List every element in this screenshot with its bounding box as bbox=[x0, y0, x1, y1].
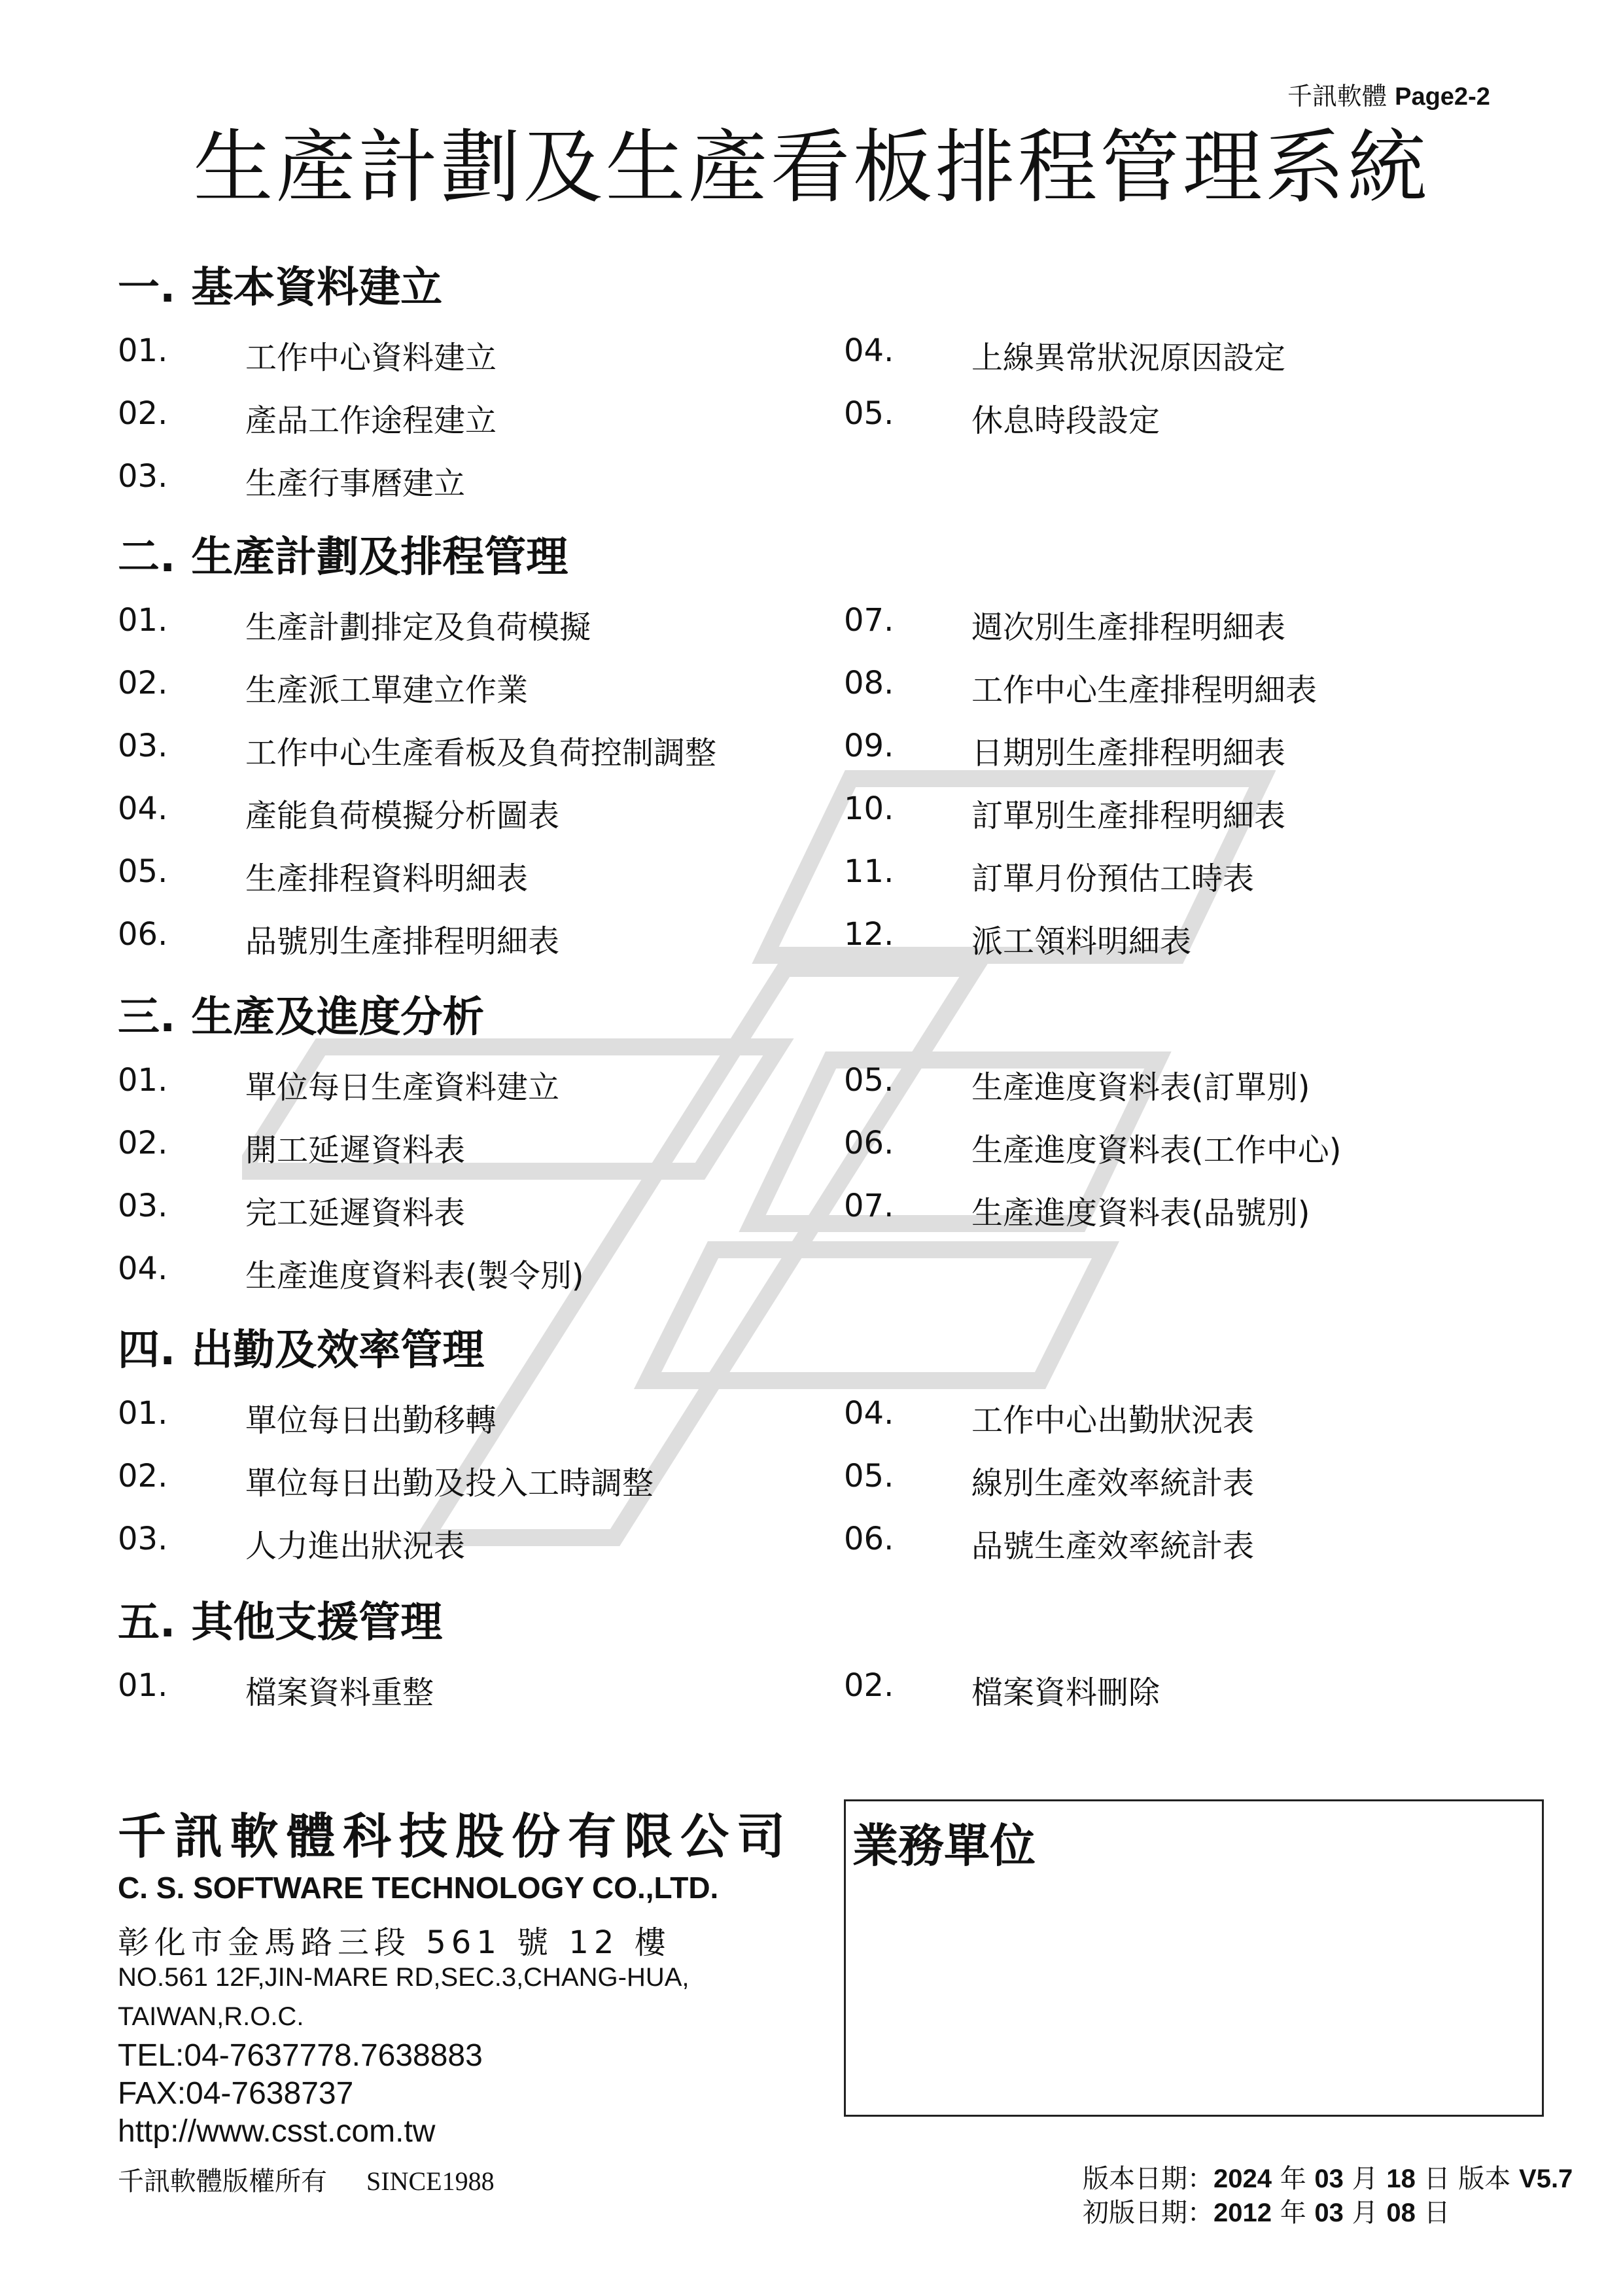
section-heading bbox=[118, 523, 568, 584]
item-label: 工作中心資料建立 bbox=[245, 340, 497, 376]
item-number: 02. bbox=[118, 1458, 168, 1494]
item-label: 工作中心出勤狀況表 bbox=[971, 1402, 1255, 1439]
section-title: 出勤及效率管理 bbox=[191, 1326, 485, 1375]
item-label: 生產進度資料表(工作中心) bbox=[971, 1132, 1342, 1169]
version-date-label: 版本日期： bbox=[1083, 2164, 1213, 2194]
first-day: 08 bbox=[1386, 2199, 1416, 2227]
version-month-char: 月 bbox=[1352, 2164, 1378, 2194]
company-address-en-line2: TAIWAN,R.O.C. bbox=[118, 2002, 304, 2031]
item-label: 產能負荷模擬分析圖表 bbox=[245, 798, 560, 834]
item-label: 生產進度資料表(品號別) bbox=[971, 1195, 1310, 1231]
item-number: 06. bbox=[844, 1125, 894, 1161]
first-year-char: 年 bbox=[1280, 2198, 1306, 2228]
first-year: 2012 bbox=[1213, 2199, 1272, 2227]
item-label: 檔案資料重整 bbox=[245, 1674, 434, 1711]
item-label: 單位每日生產資料建立 bbox=[245, 1069, 560, 1106]
item-label: 單位每日出勤及投入工時調整 bbox=[245, 1465, 654, 1502]
item-number: 06. bbox=[844, 1521, 894, 1557]
item-number: 02. bbox=[118, 665, 168, 701]
item-number: 11. bbox=[844, 853, 894, 890]
item-number: 03. bbox=[118, 728, 168, 764]
item-number: 04. bbox=[844, 1395, 894, 1432]
item-label: 單位每日出勤移轉 bbox=[245, 1402, 497, 1439]
copyright-line bbox=[118, 2161, 495, 2198]
item-number: 05. bbox=[844, 395, 894, 432]
item-number: 08. bbox=[844, 665, 894, 701]
item-label: 人力進出狀況表 bbox=[245, 1528, 466, 1564]
item-label: 訂單別生產排程明細表 bbox=[971, 798, 1286, 834]
item-label: 上線異常狀況原因設定 bbox=[971, 340, 1286, 376]
item-number: 06. bbox=[118, 916, 168, 953]
section-title: 其他支援管理 bbox=[191, 1598, 443, 1647]
company-name-cn: 千訊軟體科技股份有限公司 bbox=[118, 1809, 793, 1865]
item-number: 04. bbox=[844, 332, 894, 369]
version-day: 18 bbox=[1386, 2164, 1416, 2193]
item-label: 生產排程資料明細表 bbox=[245, 860, 529, 897]
item-number: 02. bbox=[118, 1125, 168, 1161]
since-text: SINCE1988 bbox=[366, 2166, 495, 2196]
section-title: 生產計劃及排程管理 bbox=[191, 533, 568, 582]
item-label: 休息時段設定 bbox=[971, 402, 1161, 439]
item-number: 05. bbox=[844, 1062, 894, 1099]
item-label: 週次別生產排程明細表 bbox=[971, 609, 1286, 646]
section-heading bbox=[118, 1316, 484, 1377]
version-year: 2024 bbox=[1213, 2164, 1272, 2193]
item-number: 04. bbox=[118, 790, 168, 827]
item-label: 生產進度資料表(製令別) bbox=[245, 1258, 584, 1294]
version-year-char: 年 bbox=[1280, 2164, 1306, 2194]
item-number: 03. bbox=[118, 458, 168, 495]
section-number: 四. bbox=[118, 1326, 176, 1375]
item-label: 日期別生產排程明細表 bbox=[971, 735, 1286, 771]
item-label: 生產進度資料表(訂單別) bbox=[971, 1069, 1310, 1106]
item-label: 開工延遲資料表 bbox=[245, 1132, 466, 1169]
section-title: 生產及進度分析 bbox=[191, 993, 485, 1042]
item-number: 10. bbox=[844, 790, 894, 827]
item-label: 完工延遲資料表 bbox=[245, 1195, 466, 1231]
item-number: 03. bbox=[118, 1521, 168, 1557]
version-number: V5.7 bbox=[1519, 2164, 1573, 2193]
item-number: 01. bbox=[118, 332, 168, 369]
item-number: 01. bbox=[118, 1062, 168, 1099]
item-label: 訂單月份預估工時表 bbox=[971, 860, 1255, 897]
item-number: 12. bbox=[844, 916, 894, 953]
item-number: 01. bbox=[118, 1395, 168, 1432]
first-month-char: 月 bbox=[1352, 2198, 1378, 2228]
item-label: 生產行事曆建立 bbox=[245, 465, 466, 502]
section-number: 一. bbox=[118, 264, 176, 312]
item-number: 01. bbox=[118, 1667, 168, 1704]
company-name-en: C. S. SOFTWARE TECHNOLOGY CO.,LTD. bbox=[118, 1871, 719, 1905]
item-label: 工作中心生產看板及負荷控制調整 bbox=[245, 735, 717, 771]
company-address-en-line1: NO.561 12F,JIN-MARE RD,SEC.3,CHANG-HUA, bbox=[118, 1963, 689, 1992]
company-website: http://www.csst.com.tw bbox=[118, 2114, 436, 2149]
company-address-cn: 彰化市金馬路三段 561 號 12 樓 bbox=[118, 1924, 671, 1961]
item-label: 產品工作途程建立 bbox=[245, 402, 497, 439]
section-heading bbox=[118, 983, 484, 1044]
business-unit-box bbox=[844, 1799, 1544, 2117]
company-tel: TEL:04-7637778.7638883 bbox=[118, 2038, 483, 2073]
item-number: 07. bbox=[844, 602, 894, 639]
section-number: 三. bbox=[118, 993, 176, 1042]
version-day-char: 日 bbox=[1423, 2164, 1450, 2194]
first-month: 03 bbox=[1314, 2199, 1344, 2227]
copyright-text: 千訊軟體版權所有 bbox=[118, 2166, 327, 2197]
item-label: 生產計劃排定及負荷模擬 bbox=[245, 609, 591, 646]
item-number: 02. bbox=[844, 1667, 894, 1704]
item-number: 05. bbox=[118, 853, 168, 890]
company-fax: FAX:04-7638737 bbox=[118, 2076, 354, 2111]
item-label: 工作中心生產排程明細表 bbox=[971, 672, 1318, 709]
item-number: 02. bbox=[118, 395, 168, 432]
section-heading bbox=[118, 254, 442, 314]
first-date-label: 初版日期： bbox=[1083, 2198, 1213, 2228]
version-label: 版本 bbox=[1458, 2164, 1511, 2194]
section-number: 五. bbox=[118, 1598, 176, 1647]
version-month: 03 bbox=[1314, 2164, 1344, 2193]
item-number: 03. bbox=[118, 1188, 168, 1224]
page-tag-company: 千訊軟體 bbox=[1287, 82, 1387, 111]
first-day-char: 日 bbox=[1423, 2198, 1450, 2228]
item-number: 01. bbox=[118, 602, 168, 639]
item-label: 品號別生產排程明細表 bbox=[245, 923, 560, 960]
section-title: 基本資料建立 bbox=[191, 264, 443, 312]
page-tag-number: Page2-2 bbox=[1395, 83, 1490, 111]
item-number: 07. bbox=[844, 1188, 894, 1224]
page-title: 生產計劃及生產看板排程管理系統 bbox=[193, 121, 1430, 214]
section-heading bbox=[118, 1589, 442, 1649]
business-unit-title: 業務單位 bbox=[852, 1819, 1036, 1873]
item-label: 檔案資料刪除 bbox=[971, 1674, 1161, 1711]
item-number: 09. bbox=[844, 728, 894, 764]
item-number: 05. bbox=[844, 1458, 894, 1494]
item-label: 線別生產效率統計表 bbox=[971, 1465, 1255, 1502]
item-number: 04. bbox=[118, 1250, 168, 1287]
first-release-date-line bbox=[1083, 2192, 1450, 2229]
version-date-line bbox=[1083, 2158, 1573, 2195]
item-label: 派工領料明細表 bbox=[971, 923, 1192, 960]
item-label: 生產派工單建立作業 bbox=[245, 672, 529, 709]
item-label: 品號生產效率統計表 bbox=[971, 1528, 1255, 1564]
section-number: 二. bbox=[118, 533, 176, 582]
